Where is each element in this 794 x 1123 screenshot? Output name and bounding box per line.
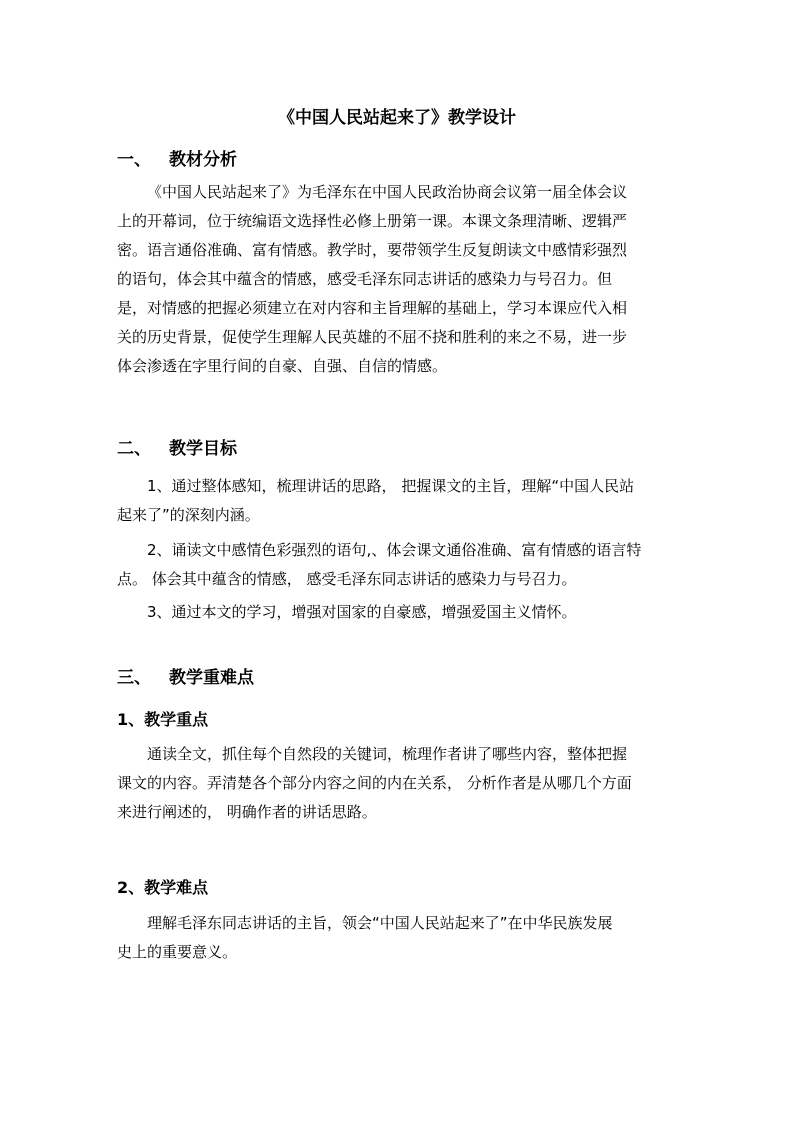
key-points-paragraph	[117, 740, 672, 827]
goal-1-paragraph	[117, 472, 672, 530]
text-line: 上的开幕词，位于统编语文选择性必修上册第一课。本课文条理清晰、逻辑严	[117, 212, 628, 230]
text-line: 史上的重要意义。	[117, 943, 238, 961]
text-line: 1、通过整体感知，梳理讲话的思路， 把握课文的主旨，理解“中国人民站	[147, 477, 635, 495]
section-title: 教材分析	[169, 150, 237, 170]
text-line: 关的历史背景，促使学生理解人民英雄的不屈不挠和胜利的来之不易，进一步	[117, 328, 628, 346]
text-line: 是，对情感的把握必须建立在对内容和主旨理解的基础上，学习本课应代入相	[117, 299, 628, 317]
document-title: 《中国人民站起来了》教学设计	[278, 108, 516, 128]
text-line: 密。语言通俗准确、富有情感。教学时，要带领学生反复朗读文中感情彩强烈	[117, 241, 628, 259]
text-line: 通读全文，抓住每个自然段的关键词，梳理作者讲了哪些内容，整体把握	[147, 745, 628, 763]
section-number: 二、	[117, 439, 151, 459]
text-line: 来进行阐述的， 明确作者的讲话思路。	[117, 803, 377, 821]
text-line: 点。 体会其中蕴含的情感， 感受毛泽东同志讲话的感染力与号召力。	[117, 570, 577, 588]
section-1-paragraph	[117, 178, 672, 381]
text-line: 《中国人民站起来了》为毛泽东在中国人民政治协商会议第一届全体会议	[147, 183, 628, 201]
subsection-heading-difficulties: 2、教学难点	[117, 878, 209, 897]
text-line: 理解毛泽东同志讲话的主旨，领会“中国人民站起来了”在中华民族发展	[147, 914, 613, 932]
text-line: 起来了”的深刻内涵。	[117, 506, 260, 524]
text-line: 3、通过本文的学习，增强对国家的自豪感，增强爱国主义情怀。	[147, 603, 577, 621]
section-heading-1	[117, 148, 237, 172]
difficulties-paragraph	[117, 909, 672, 967]
text-line: 体会渗透在字里行间的自豪、自强、自信的情感。	[117, 357, 448, 375]
text-line: 2、诵读文中感情色彩强烈的语句,、体会课文通俗准确、富有情感的语言特	[147, 541, 642, 559]
subsection-heading-key-points: 1、教学重点	[117, 710, 209, 729]
section-title: 教学重难点	[169, 668, 254, 688]
text-line: 课文的内容。弄清楚各个部分内容之间的内在关系， 分析作者是从哪几个方面	[117, 774, 632, 792]
goal-3-paragraph	[117, 598, 672, 627]
section-number: 一、	[117, 150, 151, 170]
goal-2-paragraph	[117, 536, 672, 594]
section-heading-2	[117, 437, 237, 461]
section-number: 三、	[117, 668, 151, 688]
section-title: 教学目标	[169, 439, 237, 459]
text-line: 的语句，体会其中蕴含的情感，感受毛泽东同志讲话的感染力与号召力。但	[117, 270, 613, 288]
section-heading-3	[117, 666, 254, 690]
